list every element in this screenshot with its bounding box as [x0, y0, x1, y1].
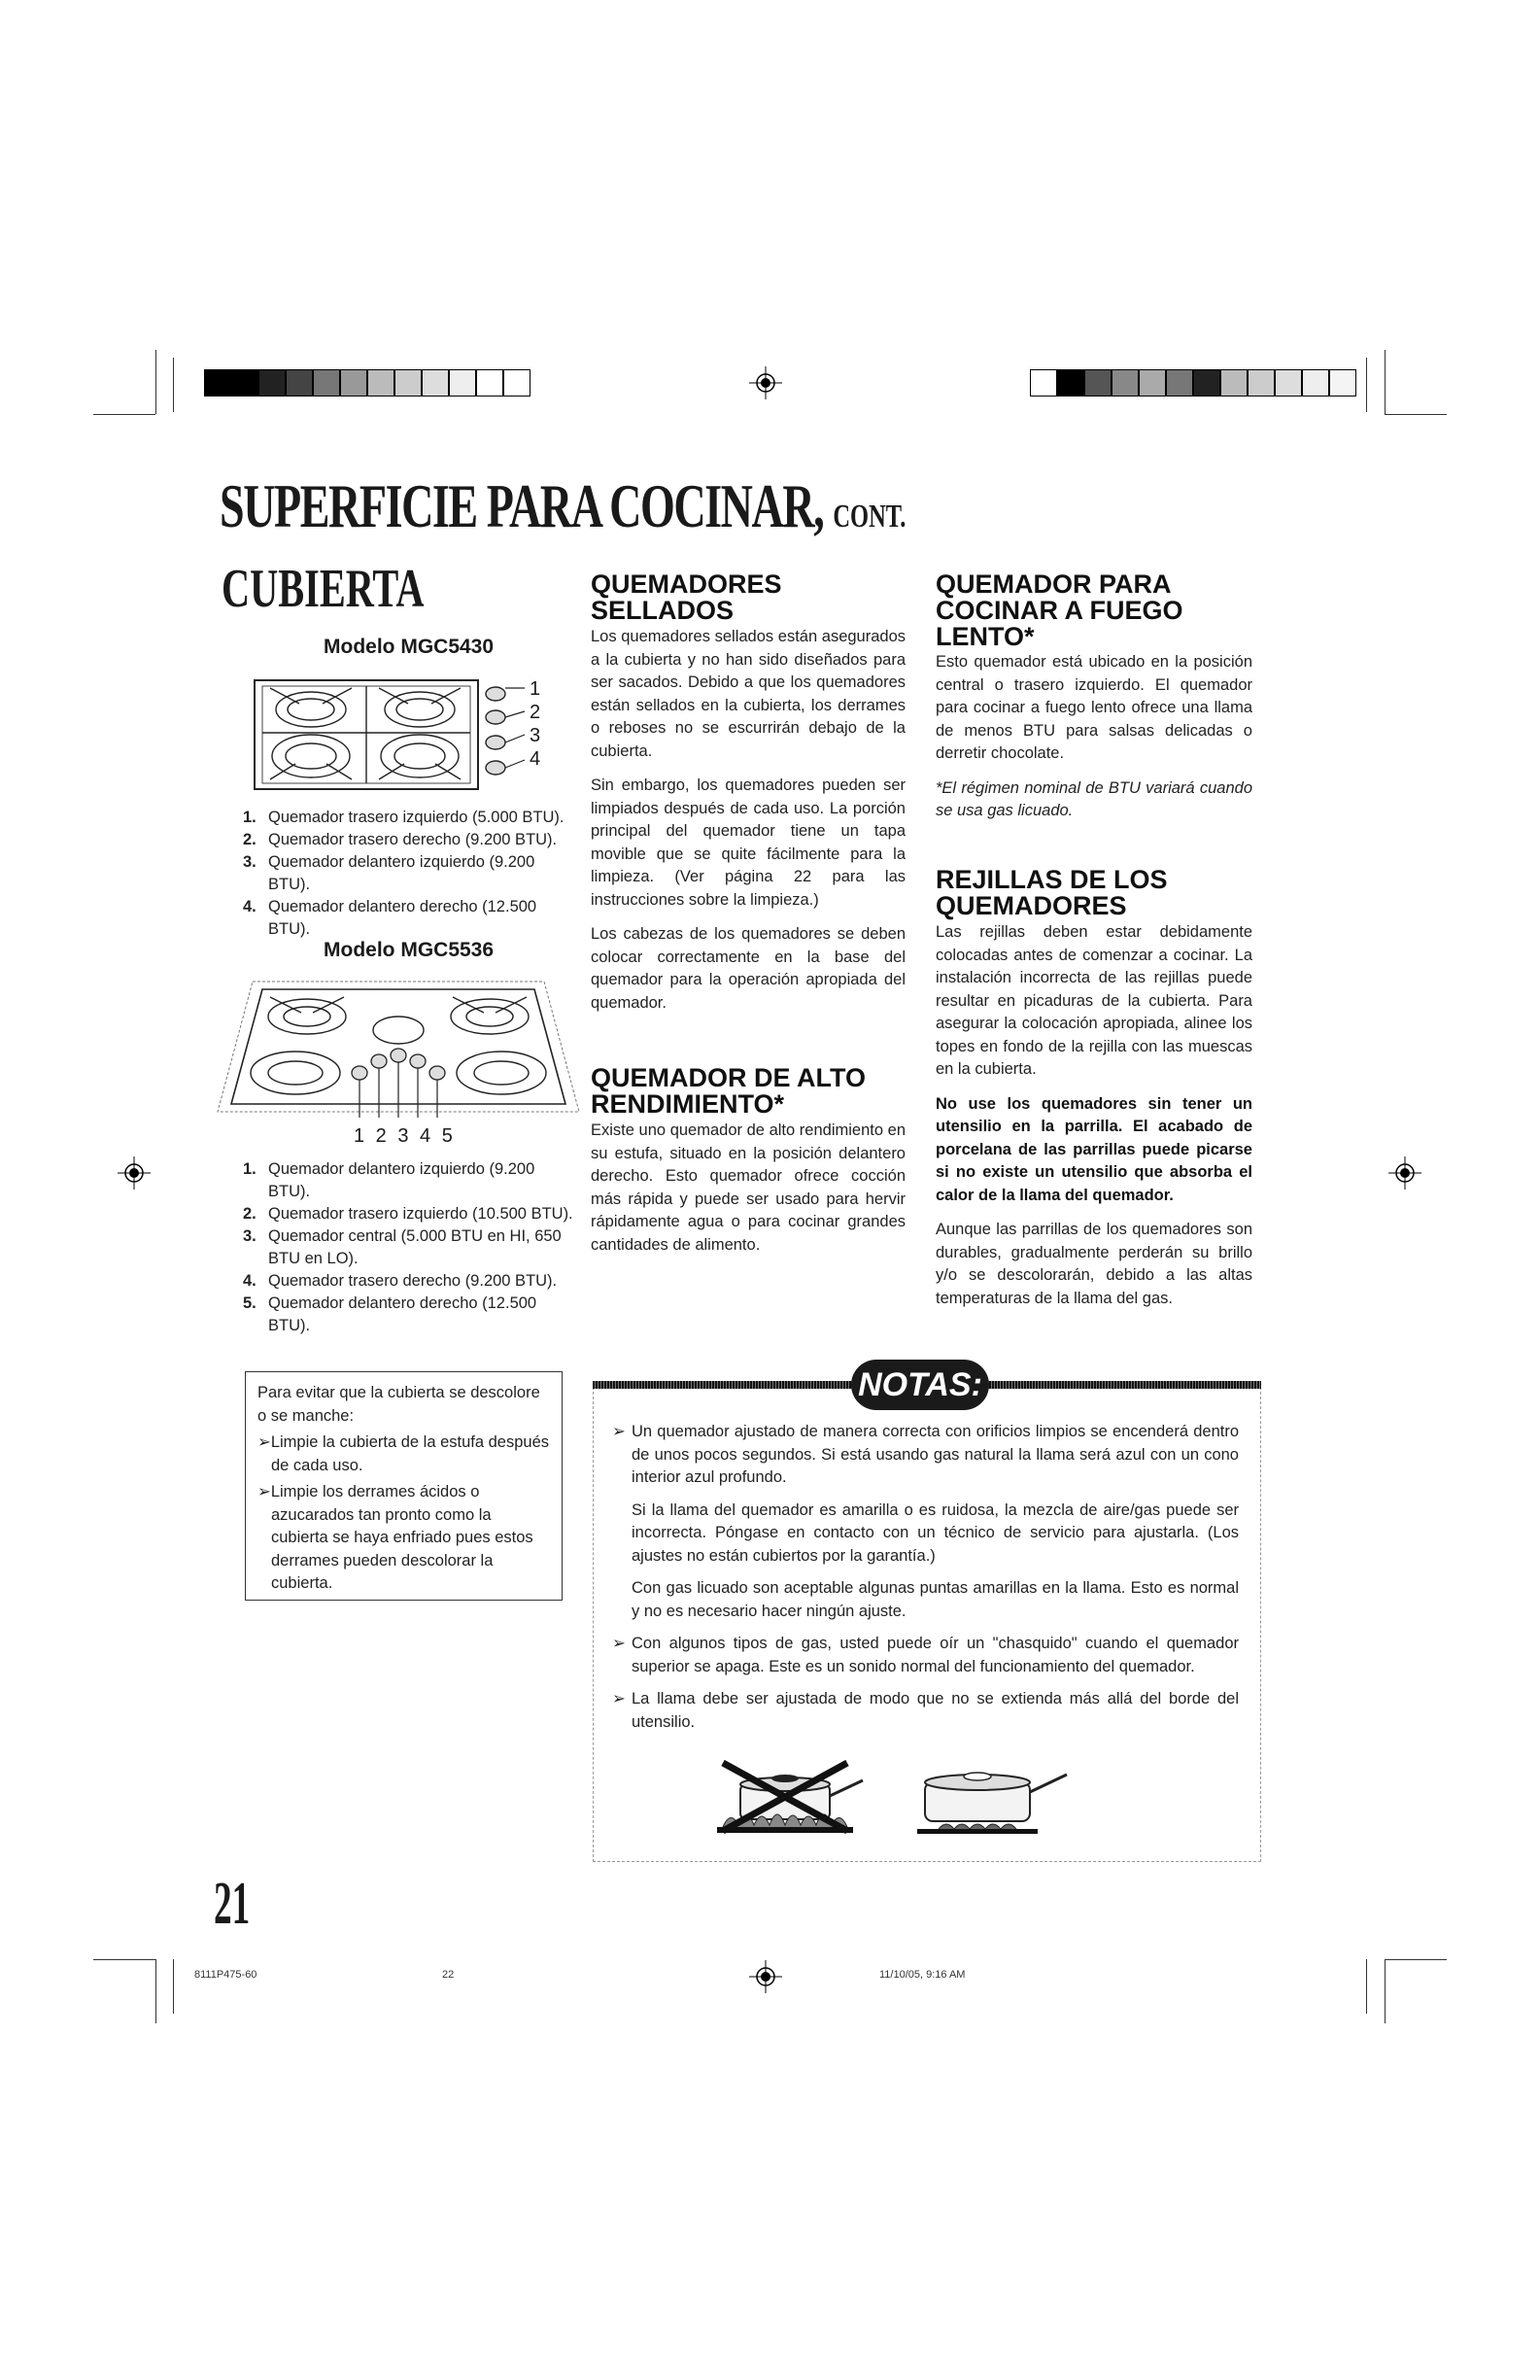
note-item: Si la llama del quemador es amarilla o es ruidosa, la mezcla de aire/gas puede ser incorrecta. Póngase en contacto con un técnico de servicio para ajustarla. (Los ajustes no están cubiertos por la garantía.)	[632, 1500, 1239, 1565]
cooktop-mgc5430-diagram	[241, 674, 542, 795]
section-title-cubierta: CUBIERTA	[222, 559, 425, 619]
paragraph: Los cabezas de los quemadores se deben colocar correctamente en la base del quemador para la operación apropiada del quemador.	[591, 925, 906, 1012]
callout-number: 1	[530, 678, 541, 700]
list-item: 3. Quemador central (5.000 BTU en HI, 650 BTU en LO).	[243, 1227, 562, 1267]
list-item: 4. Quemador delantero derecho (12.500 BTU).	[243, 898, 537, 938]
mgc5430-callouts	[530, 677, 540, 771]
registration-target-icon	[749, 366, 782, 399]
correct-pan-icon	[917, 1773, 1067, 1834]
note-item: ➢ Con algunos tipos de gas, usted puede oír un "chasquido" cuando el quemador superior se apaga. Este es un sonido normal del funcionamiento del quemador.	[612, 1635, 1239, 1675]
lento-body	[936, 651, 1252, 835]
arrow-icon: ➢	[257, 1483, 271, 1500]
arrow-icon: ➢	[612, 1635, 626, 1652]
registration-bar-right	[1030, 369, 1356, 397]
callout-number: 2	[530, 702, 541, 723]
paragraph: Esto quemador está ubicado en la posición central o trasero izquierdo. El quemador para cocinar a fuego lento ofrece una llama de menos BTU para salsas delicadas o derretir chocolate.	[936, 653, 1252, 762]
tip-item: ➢Limpie los derrames ácidos o azucarados tan pronto como la cubierta se haya enfriado pues estos derrames pueden descolorar la cubierta.	[257, 1483, 533, 1592]
paragraph: Aunque las parrillas de los quemadores son durables, gradualmente perderán su brillo y/o se descolorarán, debido a las altas temperaturas de la llama del gas.	[936, 1221, 1252, 1307]
list-item: 1. Quemador delantero izquierdo (9.200 BTU).	[243, 1160, 535, 1200]
heading-alto-rendimiento: QUEMADOR DE ALTO RENDIMIENTO*	[591, 1063, 866, 1119]
mgc5430-burner-list	[243, 807, 573, 941]
arrow-icon: ➢	[257, 1433, 271, 1451]
tip-item: ➢Limpie la cubierta de la estufa después de cada uso.	[257, 1433, 550, 1474]
list-item: 1. Quemador trasero izquierdo (5.000 BTU).	[243, 809, 565, 826]
note-item: ➢ Un quemador ajustado de manera correcta con orificios limpios se encenderá dentro de unos pocos segundos. Si está usando gas natural la llama será azul con un cono interior azul profundo.	[612, 1423, 1239, 1486]
footnote: *El régimen nominal de BTU variará cuando se usa gas licuado.	[936, 778, 1252, 819]
crop-mark	[173, 1959, 174, 2014]
crop-mark	[173, 358, 174, 412]
heading-sellados: QUEMADORES SELLADOS	[591, 569, 782, 625]
paragraph: Las rejillas deben estar debidamente colocadas antes de comenzar a cocinar. La instalación incorrecta de las rejillas puede resultar en picaduras de la cubierta. Para asegurar la colocación apropiada, alinee los topes en fondo de la rejilla con las muescas en la cubierta.	[936, 923, 1252, 1078]
heading-rejillas: REJILLAS DE LOS QUEMADORES	[936, 865, 1168, 920]
page-title-suffix: CONT.	[833, 499, 907, 535]
slug-timestamp: 11/10/05, 9:16 AM	[879, 1969, 966, 1981]
pan-flame-illustration	[717, 1757, 1086, 1835]
notes-body	[612, 1421, 1239, 1743]
list-item: 4. Quemador trasero derecho (9.200 BTU).	[243, 1272, 558, 1290]
registration-target-icon	[749, 1960, 782, 1993]
page-number: 21	[214, 1871, 251, 1937]
mgc5536-burner-list	[243, 1158, 573, 1337]
registration-target-icon	[1388, 1156, 1421, 1190]
slug-job-code: 8111P475-60	[194, 1969, 257, 1981]
callout-number: 4	[530, 748, 541, 770]
warning-paragraph: No use los quemadores sin tener un utensilio en la parrilla. El acabado de porcelana de las parrillas puede picarse si no existe un utensilio que absorba el calor de la llama del quemador.	[936, 1094, 1252, 1204]
heading-fuego-lento: QUEMADOR PARA COCINAR A FUEGO LENTO*	[936, 569, 1183, 651]
crop-mark	[1385, 1959, 1386, 2023]
page-title-text: SUPERFICIE PARA COCINAR,	[220, 471, 824, 540]
note-item: ➢ La llama debe ser ajustada de modo que no se extienda más allá del borde del utensilio.	[612, 1690, 1239, 1731]
registration-target-icon	[118, 1156, 151, 1190]
crop-mark	[1385, 1959, 1447, 1960]
rejillas-body	[936, 921, 1252, 1322]
note-item: Con gas licuado son aceptable algunas puntas amarillas en la llama. Esto es normal y no es necesario hacer ningún ajuste.	[632, 1579, 1239, 1620]
wrong-pan-icon	[717, 1763, 863, 1833]
crop-mark	[93, 1959, 155, 1960]
paragraph: Sin embargo, los quemadores pueden ser limpiados después de cada uso. La porción principal del quemador tiene un tapa movible que se quite fácilmente para la limpieza. (Ver página 22 para las instrucciones sobre la limpieza.)	[591, 776, 906, 909]
mgc5536-callouts: 1 2 3 4 5	[354, 1125, 456, 1147]
paragraph: Los quemadores sellados están asegurados a la cubierta y no han sido diseñados para ser sacados. Debido a que los quemadores están sellados en la cubierta, los derrames o reboses no se escurrirán debajo de la cubierta.	[591, 628, 906, 760]
tip-box	[245, 1371, 563, 1601]
list-item: 2. Quemador trasero derecho (9.200 BTU).	[243, 831, 558, 848]
slug-page: 22	[442, 1969, 455, 1981]
model-label-mgc5536: Modelo MGC5536	[324, 939, 495, 961]
crop-mark	[1385, 350, 1386, 414]
crop-mark	[1366, 358, 1367, 412]
paragraph: Existe uno quemador de alto rendimiento en su estufa, situado en la posición delantero derecho. Esto quemador ofrece cocción más rápida y puede ser usado para hervir rápidamente agua o para cocinar grandes cantidades de alimento.	[591, 1121, 906, 1254]
list-item: 2. Quemador trasero izquierdo (10.500 BTU).	[243, 1205, 573, 1223]
list-item: 5. Quemador delantero derecho (12.500 BTU).	[243, 1294, 537, 1334]
arrow-icon: ➢	[612, 1690, 626, 1707]
list-item: 3. Quemador delantero izquierdo (9.200 BTU).	[243, 853, 535, 893]
registration-bar-left	[204, 369, 530, 397]
page-title	[220, 470, 906, 542]
arrow-icon: ➢	[612, 1423, 626, 1440]
callout-number: 3	[530, 725, 541, 746]
crop-mark	[155, 1959, 156, 2023]
alto-body	[591, 1120, 906, 1268]
crop-mark	[155, 350, 156, 414]
model-label-mgc5430: Modelo MGC5430	[324, 636, 495, 658]
crop-mark	[93, 414, 155, 415]
notes-title: NOTAS:	[851, 1360, 989, 1410]
sellados-body	[591, 626, 906, 1026]
crop-mark	[1366, 1959, 1367, 2014]
cooktop-mgc5536-diagram	[214, 976, 583, 1121]
tip-intro: Para evitar que la cubierta se descolore o se manche:	[257, 1384, 540, 1425]
crop-mark	[1385, 414, 1447, 415]
